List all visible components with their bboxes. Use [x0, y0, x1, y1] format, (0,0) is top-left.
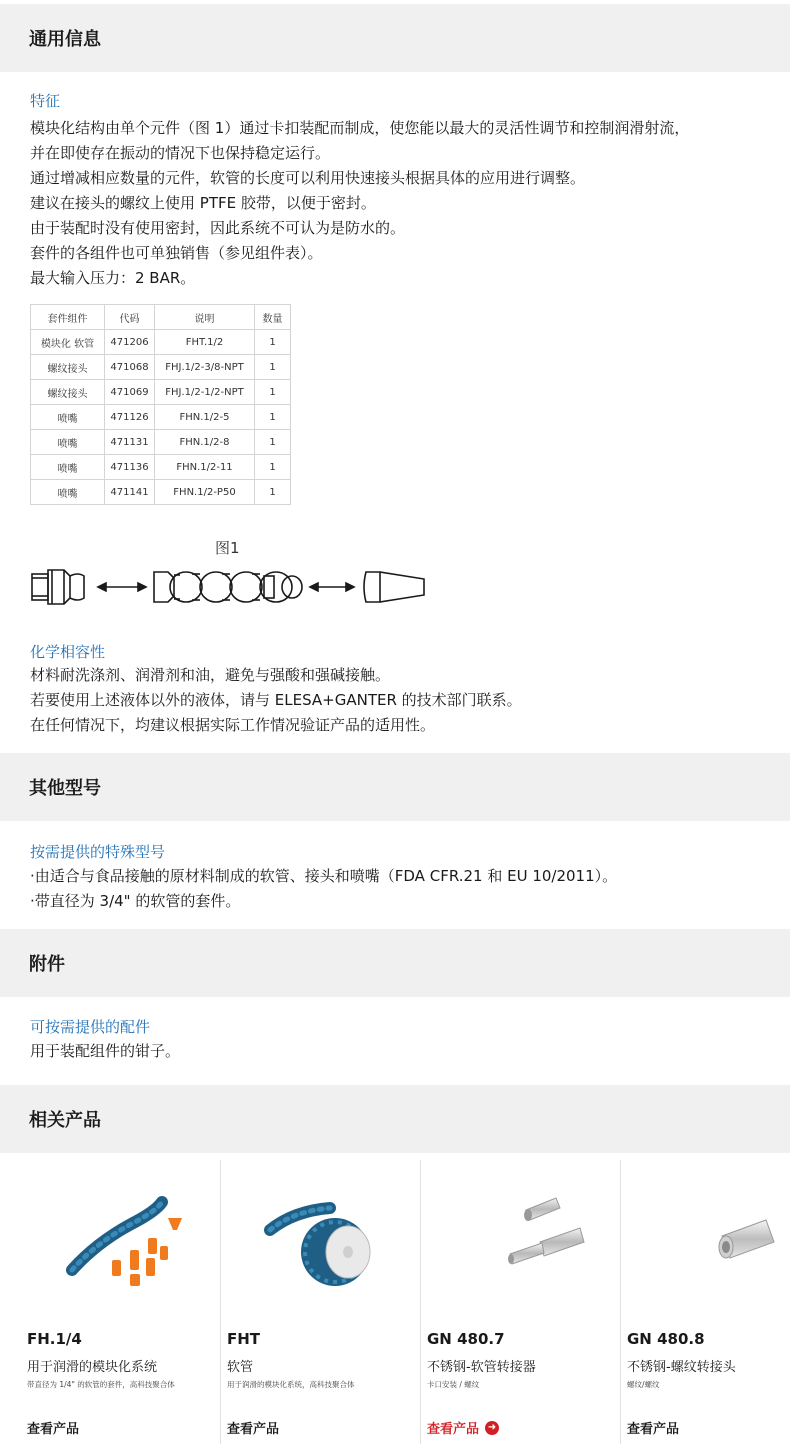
product-subtext: 螺纹/螺纹	[627, 1380, 660, 1389]
chemical-paragraph	[30, 663, 522, 738]
product-card[interactable]	[220, 1160, 420, 1444]
section-header-related-products: 相关产品	[0, 1085, 790, 1153]
features-line: 套件的各组件也可单独销售（参见组件表）。	[30, 244, 323, 262]
thread-adapter-icon	[719, 1220, 774, 1258]
threaded-connector-drawing	[32, 570, 84, 604]
product-description: 软管	[227, 1360, 254, 1375]
table-cell: 喷嘴	[31, 480, 105, 505]
table-cell: 1	[255, 355, 291, 380]
card-divider	[420, 1160, 421, 1444]
product-description: 不锈钢-软管转接器	[427, 1360, 536, 1375]
chemical-line: 材料耐洗涤剂、润滑剂和油，避免与强酸和强碱接触。	[30, 666, 391, 684]
card-divider	[620, 1160, 621, 1444]
features-line: 建议在接头的螺纹上使用 PTFE 胶带，以便于密封。	[30, 194, 376, 212]
features-subtitle: 特征	[30, 92, 61, 110]
table-row	[31, 430, 291, 455]
table-cell: 1	[255, 380, 291, 405]
hose-reel-icon	[270, 1208, 370, 1286]
special-models-paragraph	[30, 864, 617, 914]
features-paragraph	[30, 116, 689, 291]
product-image-gn4808[interactable]	[650, 1180, 790, 1300]
table-row	[31, 355, 291, 380]
table-cell: FHN.1/2-P50	[155, 480, 255, 505]
product-image-fht[interactable]	[250, 1180, 390, 1300]
section-header-general: 通用信息	[0, 4, 790, 72]
table-cell: 1	[255, 330, 291, 355]
table-cell: FHJ.1/2-1/2-NPT	[155, 380, 255, 405]
table-cell: 1	[255, 430, 291, 455]
table-cell: 471069	[105, 380, 155, 405]
hose-adapter-icon	[508, 1198, 584, 1264]
view-product-label: 查看产品	[627, 1422, 680, 1437]
table-cell: FHT.1/2	[155, 330, 255, 355]
table-cell: FHN.1/2-11	[155, 455, 255, 480]
column-header: 说明	[155, 305, 255, 330]
card-divider	[220, 1160, 221, 1444]
kit-components-table	[30, 304, 291, 505]
view-product-link[interactable]	[227, 1418, 279, 1437]
double-arrow-left	[98, 583, 146, 591]
column-header: 数量	[255, 305, 291, 330]
product-code: FH.1/4	[27, 1330, 82, 1348]
table-cell: FHN.1/2-8	[155, 430, 255, 455]
accessories-subtitle: 可按需提供的配件	[30, 1018, 151, 1036]
column-header: 代码	[105, 305, 155, 330]
table-header-row	[31, 305, 291, 330]
product-card[interactable]	[420, 1160, 620, 1444]
double-arrow-right	[310, 583, 354, 591]
view-product-label: 查看产品	[227, 1422, 280, 1437]
view-product-label: 查看产品	[27, 1422, 80, 1437]
table-cell: 喷嘴	[31, 405, 105, 430]
table-cell: 471068	[105, 355, 155, 380]
view-product-link[interactable]	[427, 1418, 499, 1437]
related-products-list	[20, 1160, 790, 1444]
table-row	[31, 405, 291, 430]
product-subtext: 卡口安装 / 螺纹	[427, 1380, 480, 1389]
figure-caption: 图1	[215, 539, 240, 557]
product-subtext: 带直径为 1/4" 的软管的套件，高科技聚合体	[27, 1380, 175, 1389]
table-row	[31, 330, 291, 355]
product-code: GN 480.7	[427, 1330, 505, 1348]
product-image-fh14[interactable]	[50, 1180, 190, 1300]
accessories-paragraph	[30, 1039, 180, 1064]
product-description: 用于润滑的模块化系统	[27, 1360, 158, 1375]
chemical-line: 若要使用上述液体以外的液体，请与 ELESA+GANTER 的技术部门联系。	[30, 691, 522, 709]
features-line: 并在即使存在振动的情况下也保持稳定运行。	[30, 144, 331, 162]
table-cell: 471206	[105, 330, 155, 355]
table-cell: 471126	[105, 405, 155, 430]
table-cell: 471131	[105, 430, 155, 455]
table-cell: FHN.1/2-5	[155, 405, 255, 430]
product-description: 不锈钢-螺纹转接头	[627, 1360, 736, 1375]
special-models-line: ·带直径为 3/4" 的软管的套件。	[30, 892, 241, 910]
features-line: 由于装配时没有使用密封，因此系统不可认为是防水的。	[30, 219, 406, 237]
table-cell: 1	[255, 455, 291, 480]
table-row	[31, 455, 291, 480]
table-cell: 喷嘴	[31, 430, 105, 455]
segmented-hose-drawing	[154, 572, 302, 602]
table-cell: 模块化 软管	[31, 330, 105, 355]
assembly-diagram	[28, 562, 430, 612]
features-line: 最大输入压力：2 BAR。	[30, 269, 196, 287]
chemical-subtitle: 化学相容性	[30, 643, 106, 661]
table-row	[31, 380, 291, 405]
product-subtext: 用于润滑的模块化系统，高科技聚合体	[227, 1380, 355, 1389]
table-cell: 471141	[105, 480, 155, 505]
product-code: GN 480.8	[627, 1330, 705, 1348]
special-models-subtitle: 按需提供的特殊型号	[30, 843, 166, 861]
table-row	[31, 480, 291, 505]
accessories-line: 用于装配组件的钳子。	[30, 1042, 181, 1060]
section-header-accessories: 附件	[0, 929, 790, 997]
view-product-link[interactable]	[627, 1418, 679, 1437]
table-cell: 471136	[105, 455, 155, 480]
view-product-label: 查看产品	[427, 1422, 480, 1437]
special-models-line: ·由适合与食品接触的原材料制成的软管、接头和喷嘴（FDA CFR.21 和 EU 10/2011）。	[30, 867, 618, 885]
table-cell: 螺纹接头	[31, 355, 105, 380]
nozzle-drawing	[364, 572, 424, 602]
product-card[interactable]	[20, 1160, 220, 1444]
table-cell: 喷嘴	[31, 455, 105, 480]
product-image-gn4807[interactable]	[450, 1180, 590, 1300]
column-header: 套件组件	[31, 305, 105, 330]
features-line: 模块化结构由单个元件（图 1）通过卡扣装配而制成，使您能以最大的灵活性调节和控制润滑射流，	[30, 119, 690, 137]
view-product-link[interactable]	[27, 1418, 79, 1437]
chemical-line: 在任何情况下，均建议根据实际工作情况验证产品的适用性。	[30, 716, 436, 734]
product-card[interactable]	[620, 1160, 790, 1444]
arrow-right-icon: ➜	[485, 1421, 499, 1435]
section-header-other-models: 其他型号	[0, 753, 790, 821]
features-line: 通过增减相应数量的元件，软管的长度可以利用快速接头根据具体的应用进行调整。	[30, 169, 586, 187]
table-cell: 螺纹接头	[31, 380, 105, 405]
table-cell: 1	[255, 480, 291, 505]
product-code: FHT	[227, 1330, 261, 1348]
table-cell: 1	[255, 405, 291, 430]
table-cell: FHJ.1/2-3/8-NPT	[155, 355, 255, 380]
